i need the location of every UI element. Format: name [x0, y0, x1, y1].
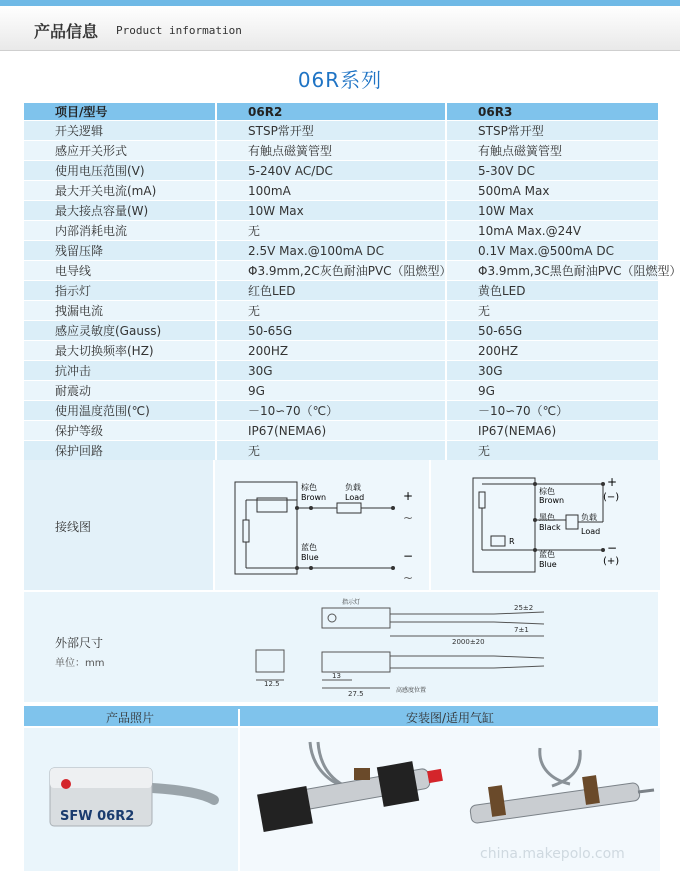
- dimensions-row: [24, 592, 658, 702]
- row-label: 内部消耗电流: [24, 221, 216, 241]
- table-row: [24, 121, 658, 141]
- cell-value: 有触点磁簧管型: [216, 141, 446, 161]
- cell-value: 500mA Max: [446, 181, 658, 201]
- wiring-label: 接线图: [55, 520, 92, 534]
- cell-value: 9G: [216, 381, 446, 401]
- load-box: [566, 515, 578, 529]
- cell-value: 5-240V AC/DC: [216, 161, 446, 181]
- section-title-cn: 产品信息: [34, 22, 99, 41]
- cell-value: 50-65G: [216, 321, 446, 341]
- cell-value: 无: [446, 301, 658, 321]
- table-row: [24, 201, 658, 221]
- blue-label: 蓝色: [539, 550, 555, 559]
- cell-value: Φ3.9mm,2C灰色耐油PVC（阻燃型）: [216, 261, 446, 281]
- row-label: 保护回路: [24, 441, 216, 461]
- ac-symbol-bottom: ~: [403, 571, 414, 585]
- wiring-svg-06r2: [215, 460, 429, 590]
- dim-12-5: 12.5: [264, 680, 280, 688]
- brown-en-label: Brown: [539, 496, 565, 505]
- cell-value: 30G: [446, 361, 658, 381]
- row-label: 最大开关电流(mA): [24, 181, 216, 201]
- cell-value: 9G: [446, 381, 658, 401]
- cell-value: 10W Max: [216, 201, 446, 221]
- minus-paren: (+): [603, 556, 620, 567]
- cell-value: 无: [216, 441, 446, 461]
- cell-value: 2.5V Max.@100mA DC: [216, 241, 446, 261]
- table-row: [24, 241, 658, 261]
- table-row: [24, 381, 658, 401]
- wiring-diagram-06r3: [429, 460, 660, 590]
- cell-value: －10∽70（℃）: [446, 401, 658, 421]
- cell-value: 0.1V Max.@500mA DC: [446, 241, 658, 261]
- cell-value: 200HZ: [216, 341, 446, 361]
- table-row: [24, 181, 658, 201]
- cell-value: IP67(NEMA6): [446, 421, 658, 441]
- load-en-label: Load: [345, 493, 365, 502]
- blue-en-label: Blue: [539, 560, 557, 569]
- plus-paren: (−): [603, 492, 620, 503]
- plus-terminal: +: [607, 475, 618, 489]
- sensor-box: [235, 482, 297, 574]
- ac-symbol-top: ~: [403, 511, 414, 525]
- cell-value: Φ3.9mm,3C黑色耐油PVC（阻燃型）: [446, 261, 658, 281]
- cell-value: STSP常开型: [216, 121, 446, 141]
- row-label: 指示灯: [24, 281, 216, 301]
- cell-value: －10∽70（℃）: [216, 401, 446, 421]
- wiring-diagram-06r2: [213, 460, 429, 590]
- internal-resistor: [491, 536, 505, 546]
- row-label: 拽漏电流: [24, 301, 216, 321]
- column-header: 06R2: [216, 103, 446, 121]
- dim-13: 13: [332, 672, 341, 680]
- cell-value: 无: [216, 221, 446, 241]
- row-label: 电导线: [24, 261, 216, 281]
- spec-table: [24, 103, 682, 461]
- cell-value: IP67(NEMA6): [216, 421, 446, 441]
- cell-value: 无: [446, 441, 658, 461]
- cell-value: 黄色LED: [446, 281, 658, 301]
- brown-label: 棕色: [301, 483, 317, 492]
- load-label: 负载: [581, 513, 597, 522]
- load-en-label: Load: [581, 527, 601, 536]
- table-row: [24, 401, 658, 421]
- red-led: [61, 779, 71, 789]
- row-label: 保护等级: [24, 421, 216, 441]
- table-row: [24, 301, 658, 321]
- table-row: [24, 441, 658, 461]
- brown-en-label: Brown: [301, 493, 327, 502]
- load-resistor: [337, 503, 361, 513]
- column-header: 06R3: [446, 103, 658, 121]
- row-label: 耐震动: [24, 381, 216, 401]
- dim-25: 25±2: [514, 604, 534, 612]
- table-row: [24, 281, 658, 301]
- table-row: [24, 421, 658, 441]
- row-label: 最大切换频率(HZ): [24, 341, 216, 361]
- cell-value: 200HZ: [446, 341, 658, 361]
- product-photo: [24, 728, 236, 871]
- sensor-end-view: [256, 650, 284, 672]
- row-label: 残留压降: [24, 241, 216, 261]
- row-label: 开关逻辑: [24, 121, 216, 141]
- indicator-label: 指示灯: [342, 599, 361, 606]
- row-label: 抗冲击: [24, 361, 216, 381]
- sensor-top-view: [322, 608, 390, 628]
- cell-value: 50-65G: [446, 321, 658, 341]
- dimension-drawing: [24, 592, 658, 702]
- sensor-side-view: [322, 652, 390, 672]
- table-row: [24, 321, 658, 341]
- dimensions-label: 外部尺寸: [55, 636, 104, 650]
- dim-7: 7±1: [514, 626, 529, 634]
- reed-switch-symbol: [479, 492, 485, 508]
- plus-terminal: +: [403, 489, 414, 503]
- table-row: [24, 141, 658, 161]
- section-title-en: Product information: [116, 24, 242, 37]
- cell-value: 无: [216, 301, 446, 321]
- dim-2000: 2000±20: [452, 638, 485, 646]
- photo-header: [24, 706, 658, 726]
- row-label: 感应灵敏度(Gauss): [24, 321, 216, 341]
- row-label: 最大接点容量(W): [24, 201, 216, 221]
- table-row: [24, 261, 658, 281]
- blue-label: 蓝色: [301, 543, 317, 552]
- black-en-label: Black: [539, 523, 561, 532]
- dimensions-unit: 单位：mm: [55, 658, 105, 669]
- wiring-row: [24, 460, 658, 590]
- row-label: 使用电压范围(V): [24, 161, 216, 181]
- minus-terminal: −: [403, 549, 414, 563]
- photo-header-install: 安装图/适用气缸: [238, 709, 660, 726]
- wiring-svg-06r3: [431, 460, 660, 590]
- blue-en-label: Blue: [301, 553, 319, 562]
- brown-label: 棕色: [539, 487, 555, 496]
- table-row: [24, 161, 658, 181]
- dim-27-5: 27.5: [348, 690, 364, 698]
- watermark: china.makepolo.com: [480, 846, 625, 862]
- cell-value: 100mA: [216, 181, 446, 201]
- row-label: 感应开关形式: [24, 141, 216, 161]
- cell-value: 5-30V DC: [446, 161, 658, 181]
- column-header: 项目/型号: [24, 103, 216, 121]
- table-row: [24, 361, 658, 381]
- table-row: [24, 221, 658, 241]
- reed-switch-symbol: [243, 520, 249, 542]
- cell-value: STSP常开型: [446, 121, 658, 141]
- cell-value: 红色LED: [216, 281, 446, 301]
- cell-value: 30G: [216, 361, 446, 381]
- series-title: 06R系列: [297, 68, 383, 92]
- cell-value: 有触点磁簧管型: [446, 141, 658, 161]
- table-header-row: [24, 103, 658, 121]
- minus-terminal: −: [607, 541, 618, 555]
- row-label: 使用温度范围(℃): [24, 401, 216, 421]
- cell-value: 10mA Max.@24V: [446, 221, 658, 241]
- table-row: [24, 341, 658, 361]
- cell-value: 10W Max: [446, 201, 658, 221]
- photo-header-product: 产品照片: [105, 711, 154, 725]
- resistor-r-label: R: [509, 537, 515, 546]
- sensor-print: SFW 06R2: [60, 809, 135, 824]
- black-label: 黑色: [539, 513, 555, 522]
- section-header: [0, 6, 680, 51]
- sensing-position-label: 高感度位置: [396, 687, 427, 694]
- load-label: 负载: [345, 483, 361, 492]
